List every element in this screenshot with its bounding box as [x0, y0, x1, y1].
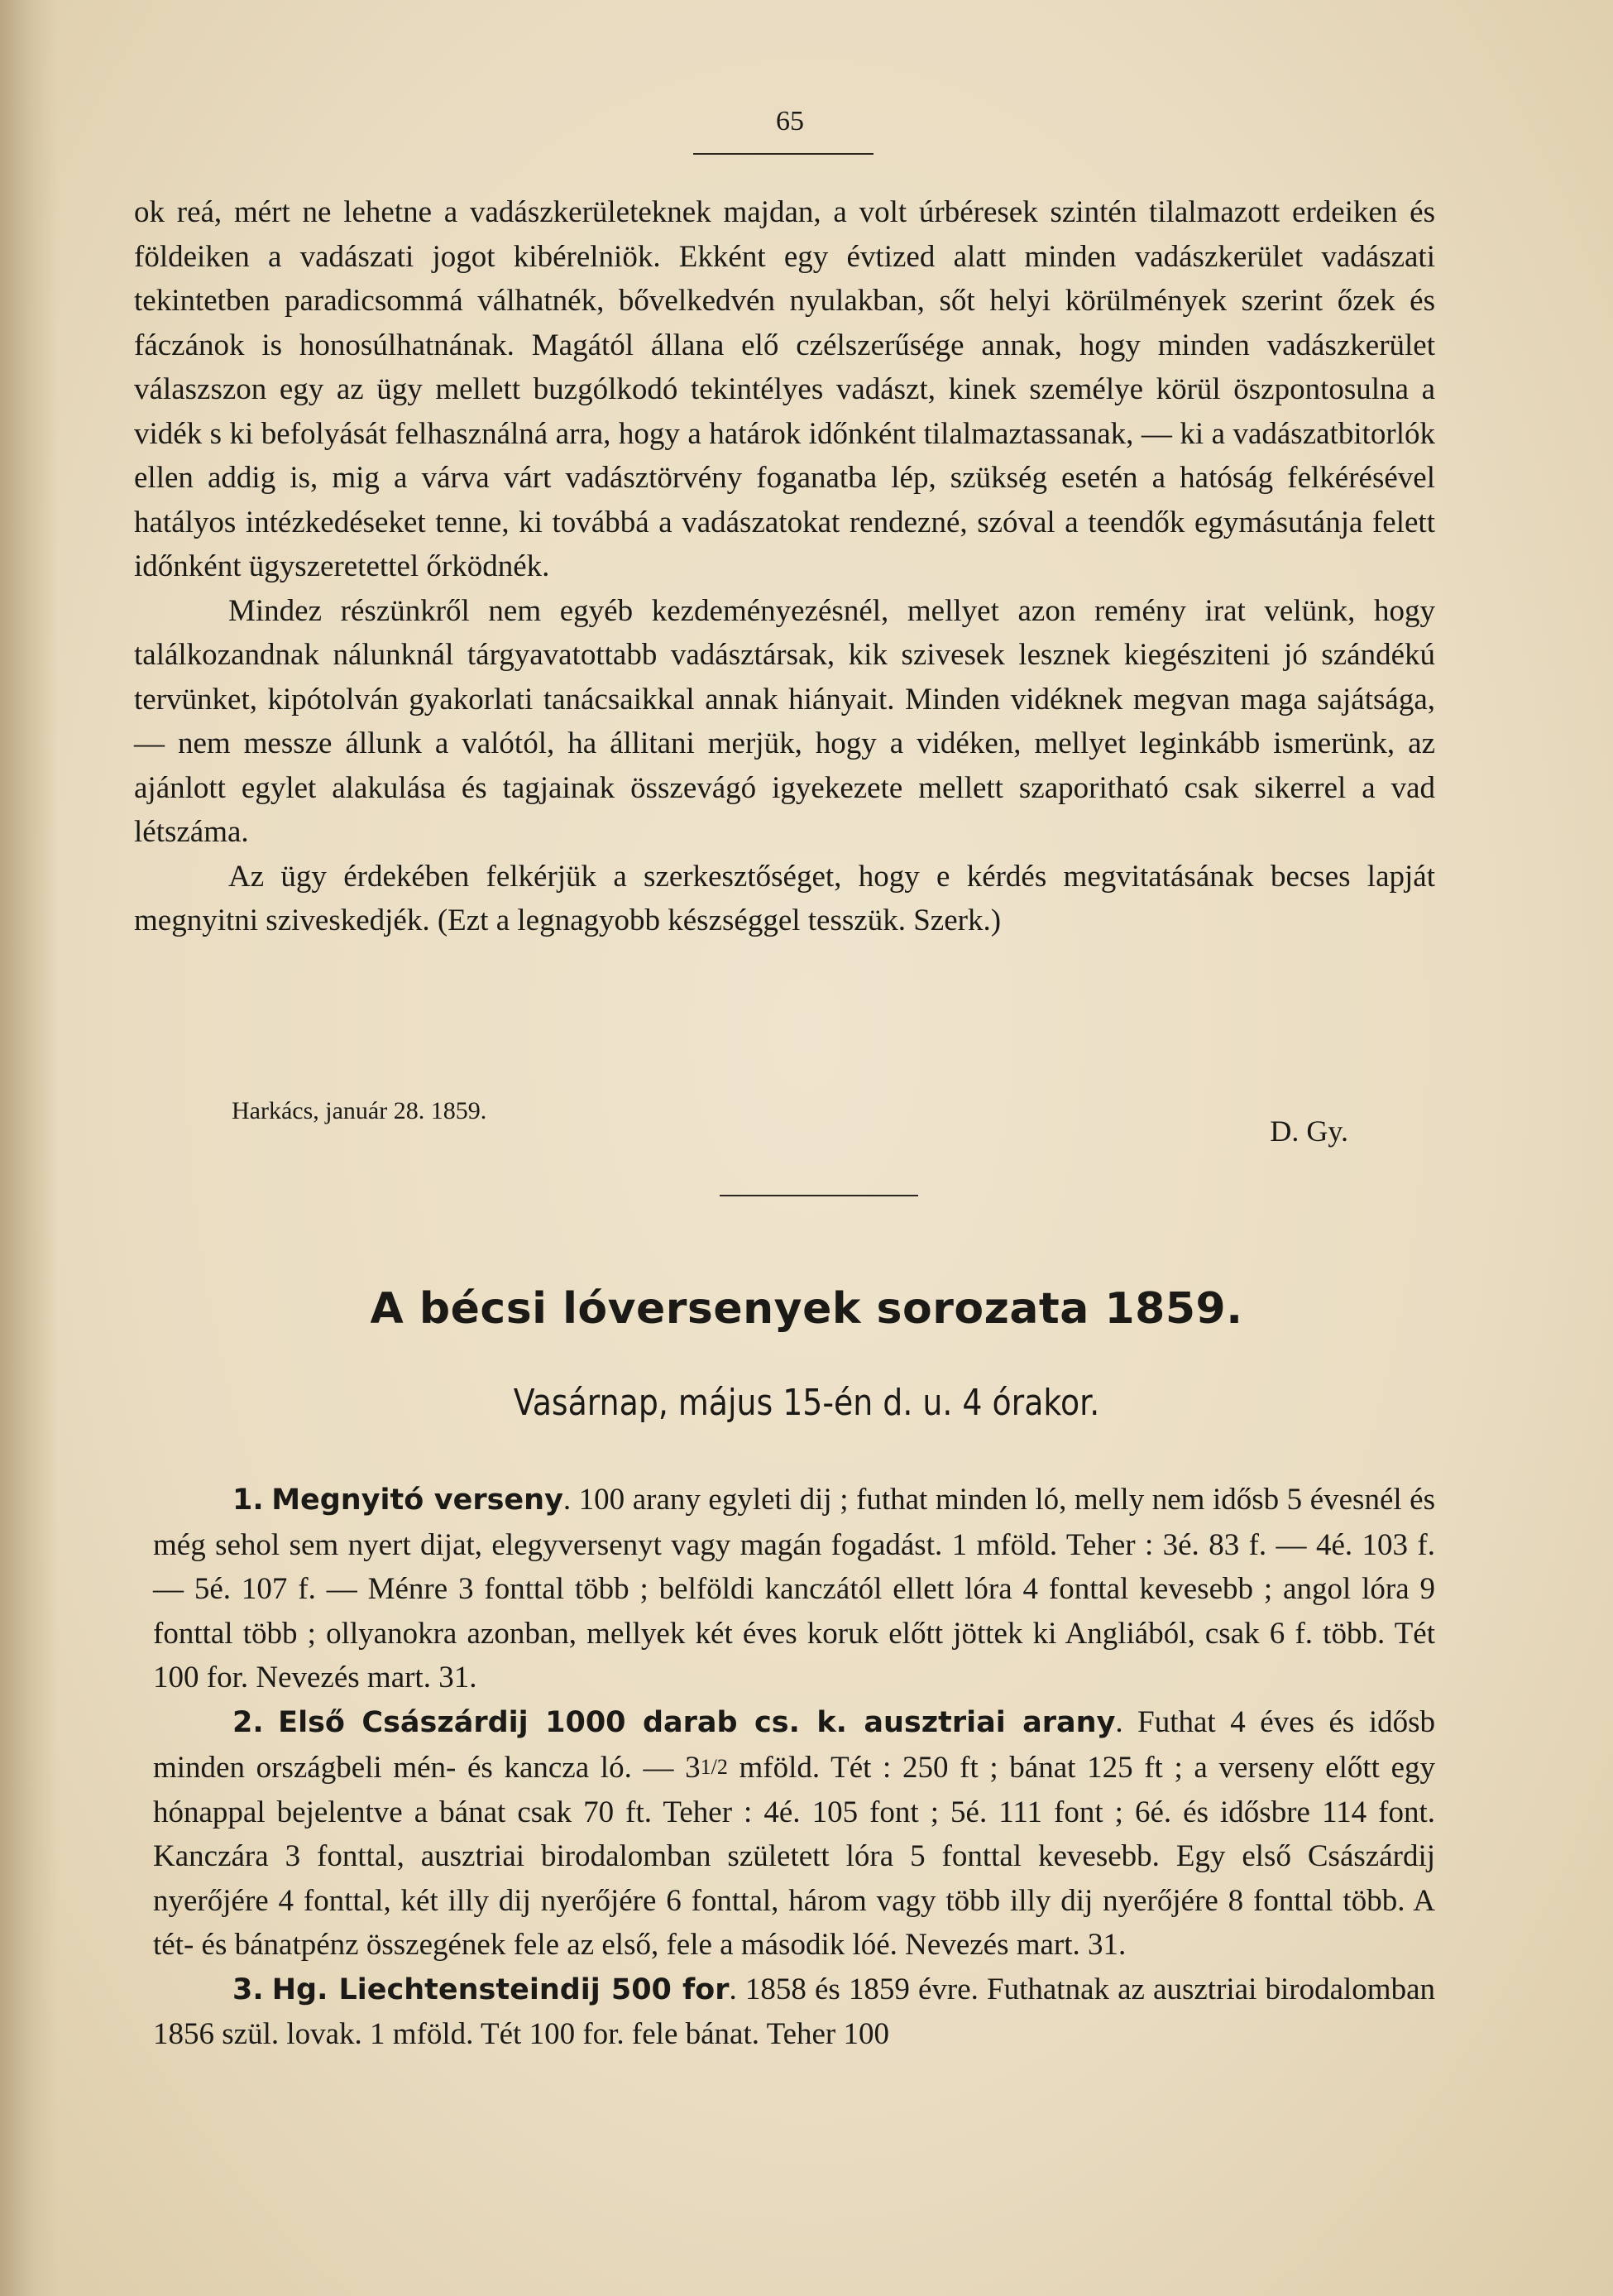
section-title: A bécsi lóversenyek sorozata 1859.	[370, 1284, 1243, 1334]
paragraph-continuation: ok reá, mért ne lehetne a vadászkerületeknek majdan, a volt úrbéresek szintén tilalmazott erdeiken és földeiken a vadászati jogot kibérelniök. Ekként egy évtized alatt minden vadászkerület vadászati tekintetben paradicsommá válhatnék, bővelkedvén nyulakban, sőt helyi körülmények szerint őzek és fáczánok is honosúlhatnának. Magától állana elő czélszerűsége annak, hogy minden vadászkerület válaszszon egy az ügy mellett buzgólkodó tekintélyes vadászt, kinek személye körül öszpontosulna a vidék s ki befolyását felhasználná arra, hogy a határok időnként tilalmaztassanak, — ki a vadászatbitorlók ellen addig is, mig a várva várt vadásztörvény foganatba lép, szükség esetén a hatóság felkérésével hatályos intézkedéseket tenne, ki továbbá a vadászatokat rendezné, szóval a teendők egymásutánja felett időnként ügyszeretettel őrködnék.	[134, 195, 1435, 583]
race-title: Hg. Liechtensteindij 500 for	[271, 1972, 730, 2006]
race-description: . Futhat 4 éves és idősb minden országbeli mén- és kancza ló. — 3	[153, 1704, 1435, 1785]
race-entry	[153, 1700, 1435, 1968]
book-gutter-shadow	[0, 0, 58, 2296]
page-number: 65	[776, 106, 804, 137]
race-description-continued: mföld. Tét : 250 ft ; bánat 125 ft ; a verseny előtt egy hónappal bejelentve a bánat csak 70 ft. Teher : 4é. 105 font ; 5é. 111 font ; 6é. és idősbre 114 font. Kanczára 3 fonttal, ausztriai birodalomban született lóra 5 fonttal kevesebb. Egy első Császárdij nyerőjére 4 fonttal, két illy dij nyerőjére 6 fonttal, három vagy több illy dij nyerőjére 8 fonttal több. A tét- és bánatpénz összegének fele az első, fele a második lóé. Nevezés mart. 31.	[153, 1751, 1436, 1962]
race-title: Első Császárdij 1000 darab cs. k. ausztriai arany	[278, 1705, 1116, 1739]
race-title: Megnyitó verseny	[271, 1484, 563, 1517]
race-entry	[153, 1968, 1435, 2057]
section-divider	[720, 1195, 918, 1196]
race-entry	[153, 1478, 1435, 1700]
place-date: Harkács, január 28. 1859.	[232, 1097, 487, 1124]
race-number: 3.	[232, 1972, 264, 2006]
race-description: . 1858 és 1859 évre. Futhatnak az ausztriai birodalomban 1856 szül. lovak. 1 mföld. Tét 100 for. fele bánat. Teher 100	[153, 1972, 1435, 2051]
race-list	[153, 1478, 1435, 2057]
race-description: . 100 arany egyleti dij ; futhat minden ló, melly nem idősb 5 évesnél és még sehol sem nyert dijat, elegyversenyt vagy magán fogadást. 1 mföld. Teher : 3é. 83 f. — 4é. 103 f. — 5é. 107 f. — Ménre 3 fonttal több ; belföldi kanczától ellett lóra 4 fonttal kevesebb ; angol lóra 9 fonttal több ; ollyanokra azonban, mellyek két éves koruk előtt jöttek ki Angliából, csak 6 f. több. Tét 100 for. Nevezés mart. 31.	[153, 1483, 1435, 1694]
author-initials: D. Gy.	[1270, 1114, 1348, 1148]
article-body	[134, 190, 1435, 943]
page-number-rule	[693, 153, 874, 155]
race-number: 1.	[232, 1484, 264, 1517]
paragraph: Mindez részünkről nem egyéb kezdeményezésnél, mellyet azon remény irat velünk, hogy találkozandnak nálunknál tárgyavatottabb vadásztársak, kik szivesek lesznek kiegésziteni jó szándékú tervünket, kipótolván gyakorlati tanácsaikkal annak hiányait. Minden vidéknek megvan maga sajátsága, — nem messze állunk a valótól, ha állitani merjük, hogy a vidéken, mellyet leginkább ismerünk, az ajánlott egylet alakulása és tagjainak összevágó igyekezete mellett szaporitható csak sikerrel a vad létszáma.	[134, 593, 1435, 849]
section-subtitle: Vasárnap, május 15-én d. u. 4 órakor.	[513, 1382, 1100, 1424]
distance-fraction: 1/2	[700, 1755, 728, 1779]
paragraph: Az ügy érdekében felkérjük a szerkesztőséget, hogy e kérdés megvitatásának becses lapját megnyitni sziveskedjék. (Ezt a legnagyobb készséggel tesszük. Szerk.)	[134, 859, 1435, 937]
race-number: 2.	[232, 1705, 264, 1739]
signature-row	[232, 1090, 1348, 1148]
